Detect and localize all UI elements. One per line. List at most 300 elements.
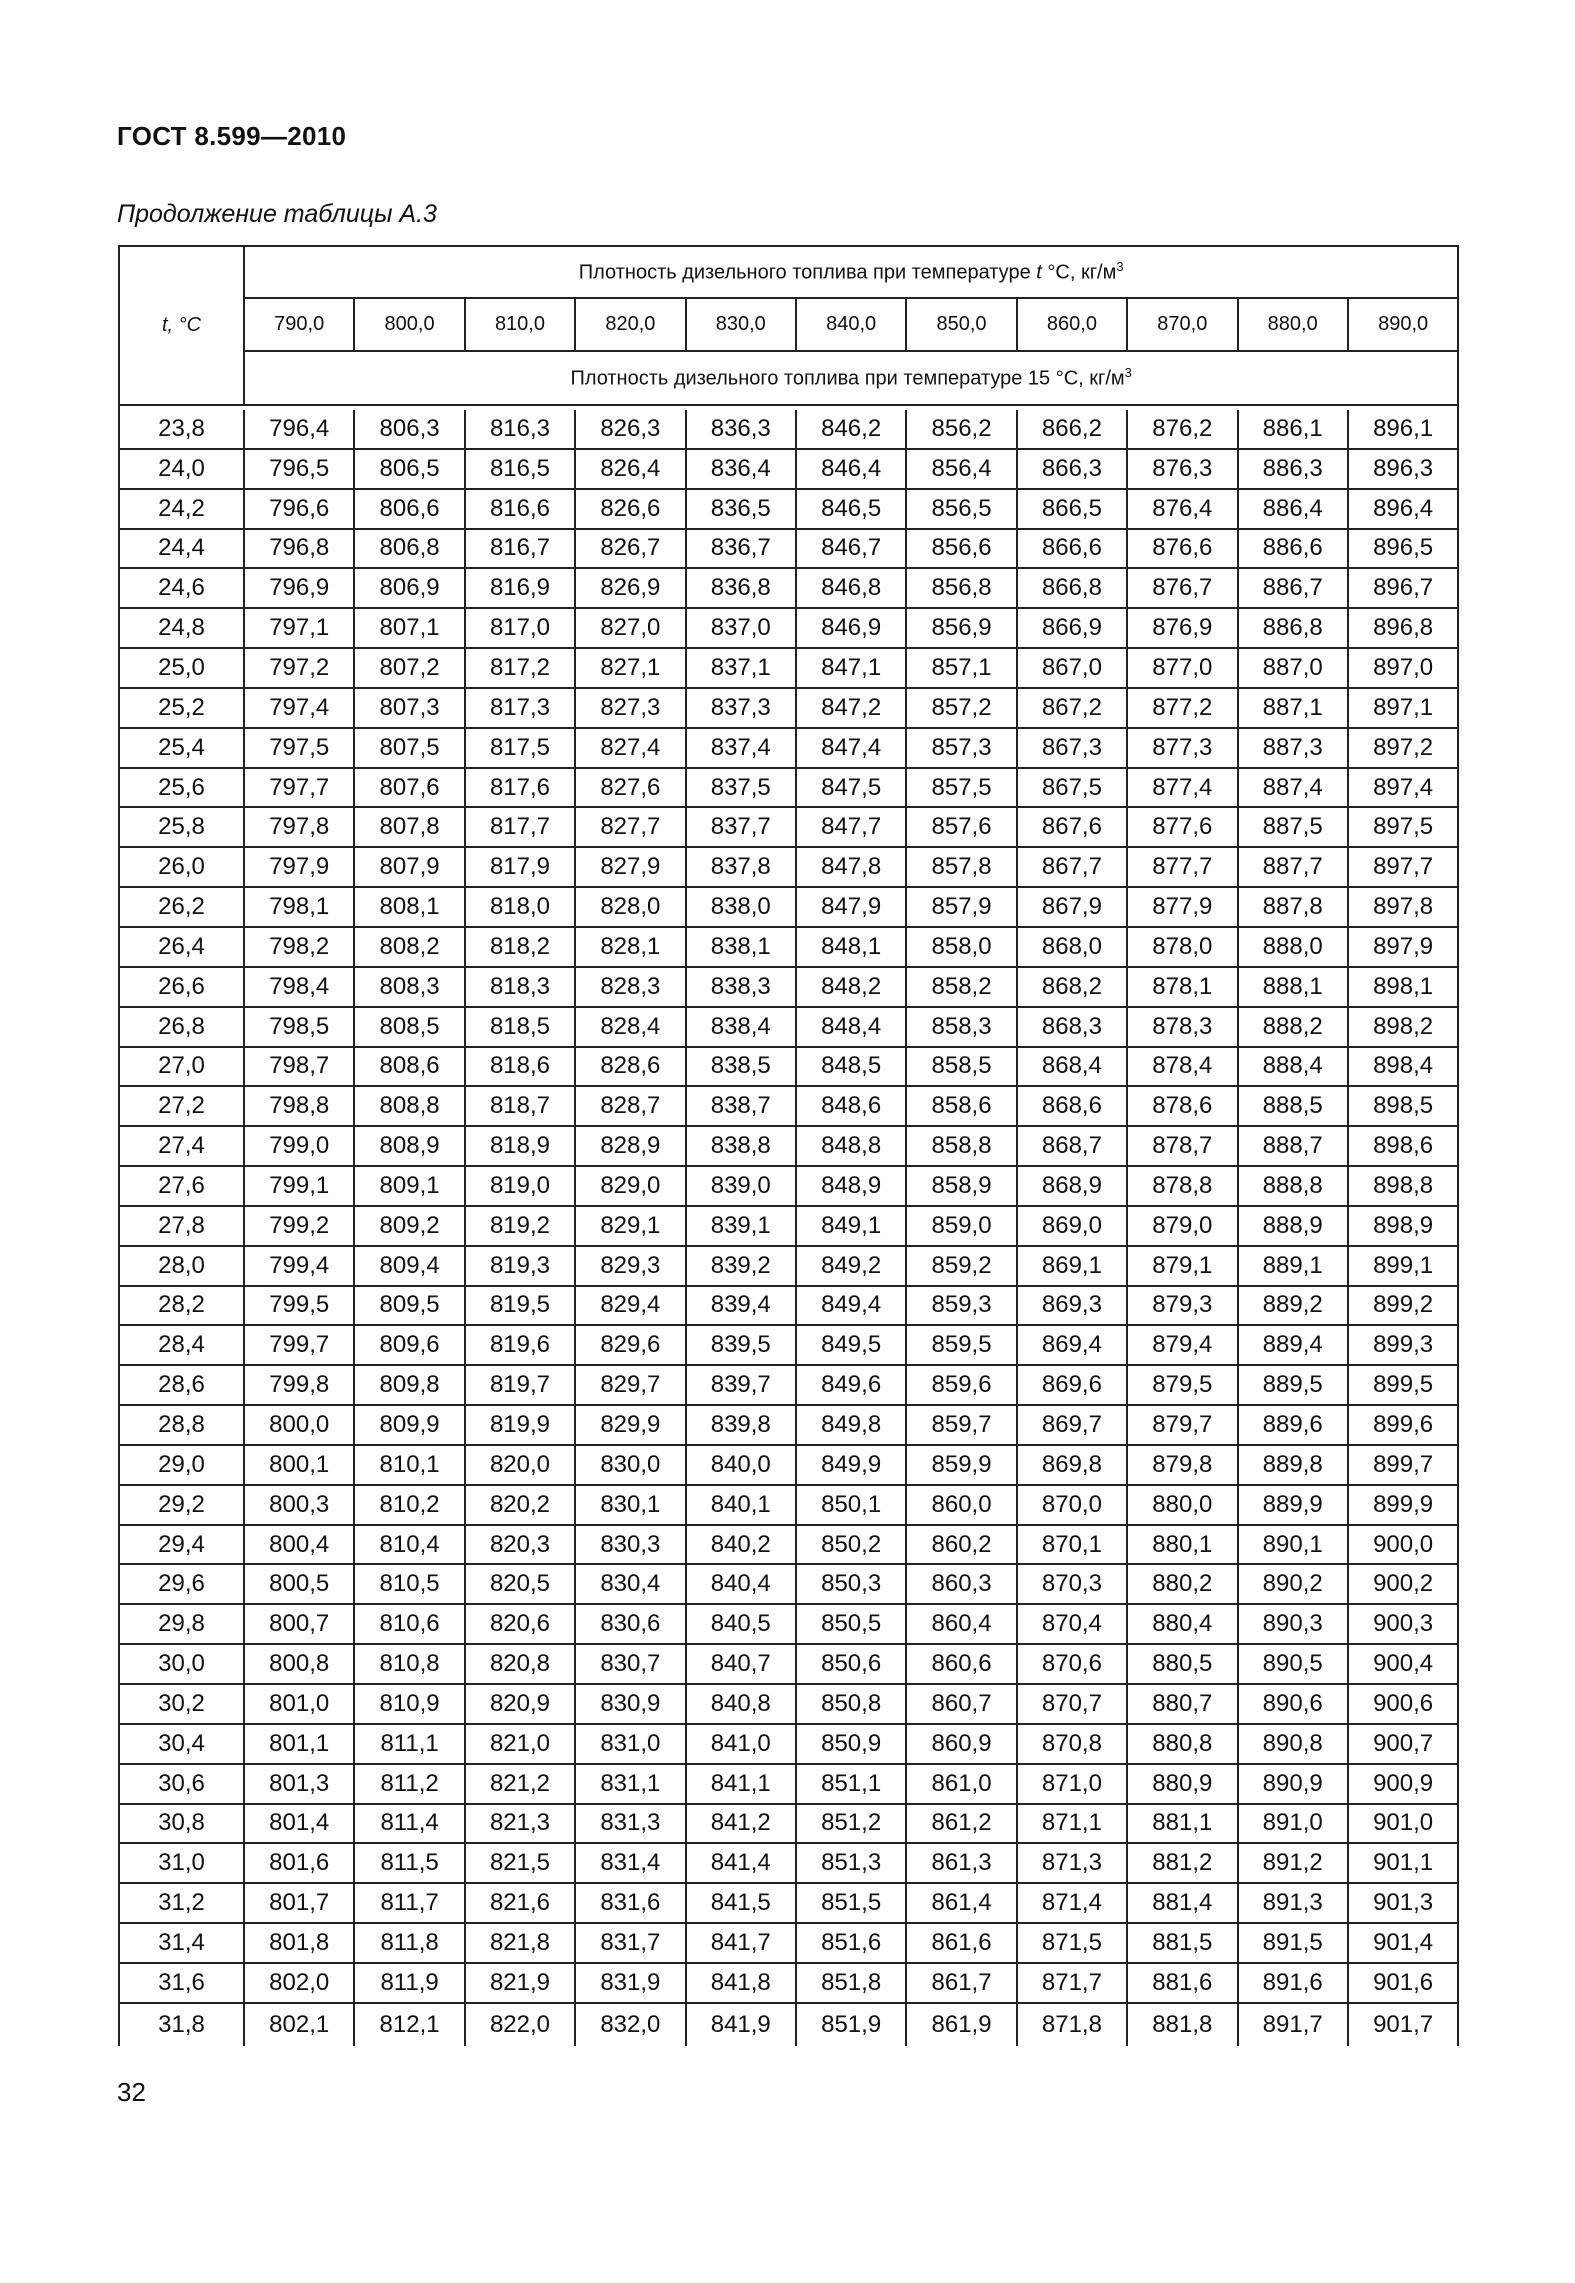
column-header: 890,0 [1348,298,1458,351]
table-body [119,410,1458,2046]
density-cell: 851,3 [796,1843,906,1883]
density-cell: 809,4 [354,1246,464,1286]
density-cell: 821,0 [465,1724,575,1764]
density-cell: 880,0 [1127,1485,1237,1525]
density-cell: 876,4 [1127,489,1237,529]
table-row [119,1963,1458,2003]
density-cell: 870,3 [1017,1564,1127,1604]
density-cell: 869,1 [1017,1246,1127,1286]
temperature-cell: 30,0 [119,1644,244,1684]
table-row [119,449,1458,489]
temperature-cell: 31,8 [119,2003,244,2046]
temperature-cell: 27,0 [119,1047,244,1087]
density-cell: 830,7 [575,1644,685,1684]
density-cell: 806,5 [354,449,464,489]
density-cell: 831,6 [575,1883,685,1923]
temperature-cell: 27,8 [119,1206,244,1246]
density-cell: 859,0 [906,1206,1016,1246]
density-cell: 890,1 [1238,1525,1348,1565]
temperature-cell: 25,6 [119,768,244,808]
density-cell: 808,2 [354,927,464,967]
density-cell: 850,3 [796,1564,906,1604]
density-cell: 810,9 [354,1684,464,1724]
density-cell: 880,7 [1127,1684,1237,1724]
density-cell: 838,0 [686,887,796,927]
density-cell: 900,4 [1348,1644,1458,1684]
table-row [119,1724,1458,1764]
density-cell: 810,4 [354,1525,464,1565]
density-cell: 858,3 [906,1007,1016,1047]
density-cell: 879,0 [1127,1206,1237,1246]
density-cell: 826,9 [575,568,685,608]
density-cell: 887,1 [1238,688,1348,728]
density-cell: 806,3 [354,410,464,449]
table-row [119,967,1458,1007]
density-cell: 868,3 [1017,1007,1127,1047]
density-cell: 857,3 [906,728,1016,768]
density-cell: 898,8 [1348,1166,1458,1206]
density-cell: 858,6 [906,1086,1016,1126]
density-cell: 850,2 [796,1525,906,1565]
density-cell: 881,5 [1127,1923,1237,1963]
density-cell: 820,8 [465,1644,575,1684]
bottom-density-header: Плотность дизельного топлива при температуре 15 °С, $кг/м^3$ [244,351,1458,405]
density-cell: 816,5 [465,449,575,489]
density-cell: 830,9 [575,1684,685,1724]
density-cell: 846,8 [796,568,906,608]
density-cell: 849,4 [796,1286,906,1326]
density-cell: 797,5 [244,728,354,768]
density-cell: 817,3 [465,688,575,728]
density-cell: 881,8 [1127,2003,1237,2046]
density-cell: 811,5 [354,1843,464,1883]
table-row [119,1086,1458,1126]
density-cell: 821,3 [465,1804,575,1844]
density-cell: 809,8 [354,1365,464,1405]
density-cell: 870,7 [1017,1684,1127,1724]
density-cell: 896,3 [1348,449,1458,489]
density-cell: 837,1 [686,648,796,688]
density-cell: 889,2 [1238,1286,1348,1326]
density-cell: 880,2 [1127,1564,1237,1604]
density-cell: 827,1 [575,648,685,688]
density-cell: 839,7 [686,1365,796,1405]
density-cell: 820,0 [465,1445,575,1485]
density-cell: 801,8 [244,1923,354,1963]
temperature-cell: 30,2 [119,1684,244,1724]
temperature-column-header: t, °С [119,246,244,405]
density-cell: 827,6 [575,768,685,808]
density-cell: 900,7 [1348,1724,1458,1764]
density-cell: 899,3 [1348,1325,1458,1365]
density-cell: 900,0 [1348,1525,1458,1565]
table-row [119,1804,1458,1844]
temperature-cell: 30,8 [119,1804,244,1844]
density-cell: 897,4 [1348,768,1458,808]
density-cell: 836,7 [686,529,796,569]
temperature-cell: 26,4 [119,927,244,967]
density-cell: 887,5 [1238,807,1348,847]
table-row [119,1684,1458,1724]
density-cell: 838,4 [686,1007,796,1047]
density-cell: 821,2 [465,1764,575,1804]
density-cell: 801,3 [244,1764,354,1804]
temperature-cell: 30,6 [119,1764,244,1804]
density-cell: 849,1 [796,1206,906,1246]
table-row [119,1923,1458,1963]
table-row [119,688,1458,728]
density-cell: 846,9 [796,608,906,648]
density-cell: 808,5 [354,1007,464,1047]
density-cell: 880,5 [1127,1644,1237,1684]
density-cell: 847,8 [796,847,906,887]
density-cell: 817,2 [465,648,575,688]
density-cell: 829,9 [575,1405,685,1445]
density-cell: 901,4 [1348,1923,1458,1963]
density-cell: 860,3 [906,1564,1016,1604]
table-row [119,1405,1458,1445]
temperature-cell: 24,6 [119,568,244,608]
density-cell: 857,8 [906,847,1016,887]
density-cell: 848,4 [796,1007,906,1047]
density-cell: 859,2 [906,1246,1016,1286]
density-cell: 888,9 [1238,1206,1348,1246]
density-cell: 808,8 [354,1086,464,1126]
density-cell: 877,7 [1127,847,1237,887]
density-cell: 861,2 [906,1804,1016,1844]
temperature-cell: 30,4 [119,1724,244,1764]
density-cell: 802,1 [244,2003,354,2046]
density-cell: 860,7 [906,1684,1016,1724]
density-cell: 816,6 [465,489,575,529]
density-cell: 879,7 [1127,1405,1237,1445]
density-cell: 809,5 [354,1286,464,1326]
density-cell: 880,4 [1127,1604,1237,1644]
density-cell: 837,4 [686,728,796,768]
density-cell: 848,1 [796,927,906,967]
density-cell: 861,9 [906,2003,1016,2046]
density-cell: 897,9 [1348,927,1458,967]
density-cell: 840,7 [686,1644,796,1684]
density-cell: 810,8 [354,1644,464,1684]
density-cell: 881,4 [1127,1883,1237,1923]
density-cell: 899,7 [1348,1445,1458,1485]
density-cell: 798,4 [244,967,354,1007]
density-cell: 896,7 [1348,568,1458,608]
density-cell: 821,8 [465,1923,575,1963]
density-cell: 866,5 [1017,489,1127,529]
density-cell: 891,5 [1238,1923,1348,1963]
density-cell: 879,4 [1127,1325,1237,1365]
density-cell: 817,0 [465,608,575,648]
density-cell: 831,4 [575,1843,685,1883]
density-cell: 800,5 [244,1564,354,1604]
density-cell: 871,3 [1017,1843,1127,1883]
density-cell: 849,9 [796,1445,906,1485]
density-cell: 831,9 [575,1963,685,2003]
density-cell: 868,6 [1017,1086,1127,1126]
density-cell: 870,6 [1017,1644,1127,1684]
density-cell: 896,8 [1348,608,1458,648]
density-cell: 827,0 [575,608,685,648]
density-cell: 827,7 [575,807,685,847]
document-code: ГОСТ 8.599—2010 [117,121,347,151]
density-cell: 828,1 [575,927,685,967]
density-cell: 830,0 [575,1445,685,1485]
density-cell: 856,6 [906,529,1016,569]
density-cell: 799,4 [244,1246,354,1286]
density-cell: 891,0 [1238,1804,1348,1844]
table-row [119,1883,1458,1923]
table-row [119,1047,1458,1087]
density-cell: 850,6 [796,1644,906,1684]
density-cell: 891,6 [1238,1963,1348,2003]
temperature-cell: 31,4 [119,1923,244,1963]
temperature-cell: 28,6 [119,1365,244,1405]
temperature-cell: 27,4 [119,1126,244,1166]
density-cell: 848,5 [796,1047,906,1087]
density-cell: 836,5 [686,489,796,529]
density-cell: 866,2 [1017,410,1127,449]
density-cell: 840,8 [686,1684,796,1724]
density-cell: 871,1 [1017,1804,1127,1844]
density-cell: 837,7 [686,807,796,847]
density-cell: 811,9 [354,1963,464,2003]
density-cell: 898,4 [1348,1047,1458,1087]
density-cell: 897,1 [1348,688,1458,728]
density-cell: 828,9 [575,1126,685,1166]
table-row [119,1007,1458,1047]
density-cell: 867,9 [1017,887,1127,927]
density-cell: 901,7 [1348,2003,1458,2046]
density-cell: 807,5 [354,728,464,768]
density-cell: 870,8 [1017,1724,1127,1764]
density-cell: 886,6 [1238,529,1348,569]
temperature-cell: 26,6 [119,967,244,1007]
density-cell: 867,6 [1017,807,1127,847]
density-cell: 897,8 [1348,887,1458,927]
table-row [119,1206,1458,1246]
density-cell: 796,5 [244,449,354,489]
density-cell: 869,6 [1017,1365,1127,1405]
density-cell: 840,4 [686,1564,796,1604]
temperature-cell: 27,2 [119,1086,244,1126]
density-cell: 886,1 [1238,410,1348,449]
density-cell: 817,7 [465,807,575,847]
density-cell: 831,7 [575,1923,685,1963]
density-cell: 876,7 [1127,568,1237,608]
column-header: 880,0 [1238,298,1348,351]
density-cell: 846,7 [796,529,906,569]
density-cell: 857,2 [906,688,1016,728]
temperature-cell: 23,8 [119,410,244,449]
table-row [119,648,1458,688]
density-cell: 871,7 [1017,1963,1127,2003]
table-row [119,1365,1458,1405]
density-cell: 819,7 [465,1365,575,1405]
density-cell: 867,7 [1017,847,1127,887]
table-caption: Продолжение таблицы А.3 [117,200,437,228]
density-cell: 887,7 [1238,847,1348,887]
density-cell: 798,1 [244,887,354,927]
density-cell: 897,2 [1348,728,1458,768]
density-cell: 897,5 [1348,807,1458,847]
temperature-cell: 28,4 [119,1325,244,1365]
density-cell: 819,6 [465,1325,575,1365]
density-cell: 899,5 [1348,1365,1458,1405]
density-cell: 806,8 [354,529,464,569]
density-cell: 891,2 [1238,1843,1348,1883]
density-cell: 806,6 [354,489,464,529]
density-cell: 888,1 [1238,967,1348,1007]
density-cell: 899,1 [1348,1246,1458,1286]
density-cell: 887,0 [1238,648,1348,688]
density-cell: 877,0 [1127,648,1237,688]
density-cell: 812,1 [354,2003,464,2046]
density-cell: 897,0 [1348,648,1458,688]
density-cell: 801,6 [244,1843,354,1883]
temperature-cell: 24,0 [119,449,244,489]
density-cell: 829,4 [575,1286,685,1326]
density-cell: 890,9 [1238,1764,1348,1804]
density-cell: 837,3 [686,688,796,728]
density-cell: 901,3 [1348,1883,1458,1923]
density-cell: 858,2 [906,967,1016,1007]
density-cell: 857,1 [906,648,1016,688]
density-cell: 800,4 [244,1525,354,1565]
density-cell: 819,5 [465,1286,575,1326]
table-row [119,1485,1458,1525]
density-cell: 888,4 [1238,1047,1348,1087]
temperature-cell: 24,4 [119,529,244,569]
density-cell: 890,8 [1238,1724,1348,1764]
temperature-cell: 28,2 [119,1286,244,1326]
density-cell: 871,0 [1017,1764,1127,1804]
density-cell: 888,5 [1238,1086,1348,1126]
density-cell: 900,6 [1348,1684,1458,1724]
density-cell: 797,4 [244,688,354,728]
temperature-cell: 29,6 [119,1564,244,1604]
column-header: 860,0 [1017,298,1127,351]
density-cell: 820,9 [465,1684,575,1724]
density-cell: 827,4 [575,728,685,768]
table-row [119,728,1458,768]
table-row [119,887,1458,927]
temperature-cell: 31,0 [119,1843,244,1883]
density-cell: 801,7 [244,1883,354,1923]
density-cell: 849,6 [796,1365,906,1405]
density-cell: 811,8 [354,1923,464,1963]
density-cell: 861,3 [906,1843,1016,1883]
density-cell: 828,3 [575,967,685,1007]
density-cell: 839,0 [686,1166,796,1206]
table-row [119,1604,1458,1644]
density-cell: 877,6 [1127,807,1237,847]
density-cell: 796,8 [244,529,354,569]
density-cell: 796,9 [244,568,354,608]
temperature-cell: 31,6 [119,1963,244,2003]
density-cell: 857,5 [906,768,1016,808]
temperature-cell: 27,6 [119,1166,244,1206]
density-cell: 856,2 [906,410,1016,449]
density-cell: 837,5 [686,768,796,808]
density-cell: 822,0 [465,2003,575,2046]
density-cell: 861,4 [906,1883,1016,1923]
temperature-cell: 31,2 [119,1883,244,1923]
column-header: 850,0 [906,298,1016,351]
density-cell: 898,5 [1348,1086,1458,1126]
density-cell: 847,1 [796,648,906,688]
density-cell: 827,3 [575,688,685,728]
density-cell: 880,1 [1127,1525,1237,1565]
density-cell: 828,6 [575,1047,685,1087]
column-header: 810,0 [465,298,575,351]
density-cell: 867,3 [1017,728,1127,768]
table-row [119,927,1458,967]
density-cell: 841,8 [686,1963,796,2003]
density-cell: 819,9 [465,1405,575,1445]
temperature-cell: 25,8 [119,807,244,847]
density-cell: 821,6 [465,1883,575,1923]
density-cell: 826,7 [575,529,685,569]
density-cell: 807,6 [354,768,464,808]
density-cell: 797,7 [244,768,354,808]
density-cell: 818,5 [465,1007,575,1047]
table-row [119,529,1458,569]
temperature-cell: 29,4 [119,1525,244,1565]
density-cell: 810,6 [354,1604,464,1644]
density-cell: 868,4 [1017,1047,1127,1087]
density-cell: 821,9 [465,1963,575,2003]
density-cell: 837,8 [686,847,796,887]
density-cell: 808,6 [354,1047,464,1087]
density-cell: 901,6 [1348,1963,1458,2003]
density-cell: 869,8 [1017,1445,1127,1485]
density-cell: 859,5 [906,1325,1016,1365]
density-cell: 896,4 [1348,489,1458,529]
density-cell: 820,2 [465,1485,575,1525]
density-cell: 877,2 [1127,688,1237,728]
density-cell: 818,0 [465,887,575,927]
density-cell: 841,0 [686,1724,796,1764]
density-cell: 811,1 [354,1724,464,1764]
density-cell: 800,0 [244,1405,354,1445]
density-cell: 808,9 [354,1126,464,1166]
density-cell: 889,4 [1238,1325,1348,1365]
density-cell: 860,2 [906,1525,1016,1565]
density-cell: 867,5 [1017,768,1127,808]
density-cell: 879,3 [1127,1286,1237,1326]
density-cell: 888,0 [1238,927,1348,967]
table-row [119,2003,1458,2046]
density-cell: 817,5 [465,728,575,768]
density-cell: 889,8 [1238,1445,1348,1485]
density-cell: 880,9 [1127,1764,1237,1804]
density-cell: 890,3 [1238,1604,1348,1644]
density-cell: 886,7 [1238,568,1348,608]
table-row [119,1764,1458,1804]
density-cell: 900,9 [1348,1764,1458,1804]
density-cell: 820,6 [465,1604,575,1644]
density-cell: 802,0 [244,1963,354,2003]
density-cell: 829,6 [575,1325,685,1365]
density-cell: 836,4 [686,449,796,489]
table-row [119,847,1458,887]
column-header: 820,0 [575,298,685,351]
page-number: 32 [117,2077,146,2107]
density-cell: 859,9 [906,1445,1016,1485]
density-cell: 889,1 [1238,1246,1348,1286]
